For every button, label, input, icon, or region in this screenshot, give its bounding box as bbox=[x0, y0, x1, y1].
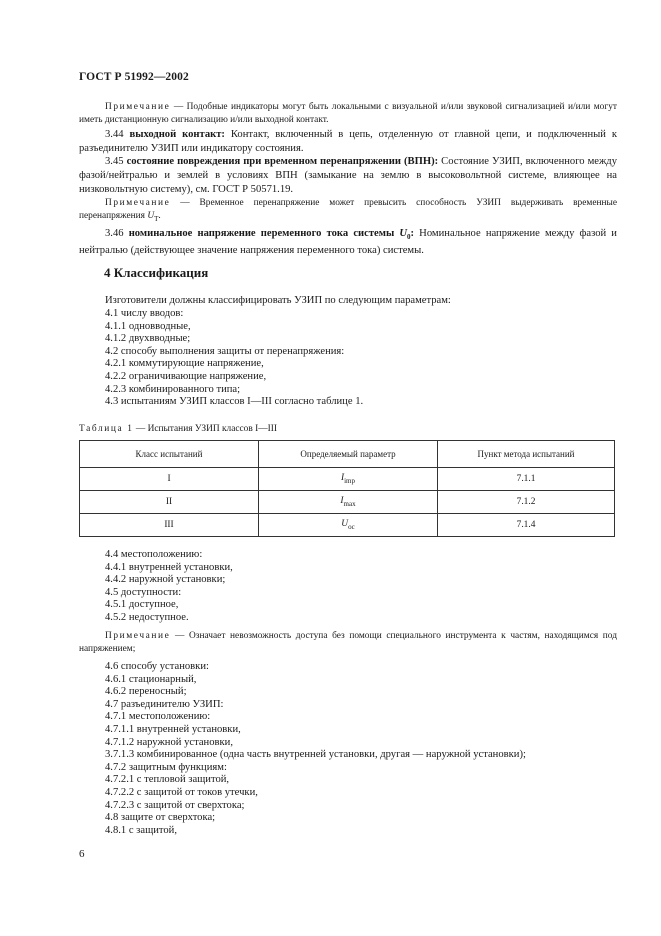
list-item: 4.4.1 внутренней установки, bbox=[105, 561, 233, 573]
table-cell-parameter bbox=[259, 514, 438, 537]
document-header: ГОСТ Р 51992—2002 bbox=[79, 71, 189, 83]
table-cell-class: I bbox=[80, 468, 259, 491]
test-classes-table bbox=[79, 440, 615, 537]
table-cell-method: 7.1.1 bbox=[438, 468, 615, 491]
list-item: 4.2 способу выполнения защиты от перенапряжения: bbox=[105, 345, 345, 357]
list-item: 4.7.1 местоположению: bbox=[105, 711, 211, 723]
page-number: 6 bbox=[79, 848, 85, 860]
list-item: 4.3 испытаниям УЗИП классов I—III согласно таблице 1. bbox=[105, 396, 364, 408]
note-label: Примечание bbox=[105, 198, 171, 208]
definition-number: 3.46 bbox=[105, 228, 124, 239]
list-item: 4.6 способу установки: bbox=[105, 661, 209, 672]
definition-3-46 bbox=[79, 227, 617, 258]
classification-list-2 bbox=[105, 549, 233, 625]
table-row bbox=[80, 514, 615, 537]
list-item: 4.1 числу вводов: bbox=[105, 308, 184, 319]
definition-3-45 bbox=[79, 155, 617, 197]
note-temporary-overvoltage bbox=[79, 197, 617, 226]
list-item: 4.1.1 одновводные, bbox=[105, 320, 191, 332]
table-row bbox=[80, 468, 615, 491]
list-item: 4.5.1 доступное, bbox=[105, 599, 179, 611]
list-item: 4.5 доступности: bbox=[105, 586, 182, 598]
parameter-symbol: I bbox=[340, 496, 344, 507]
definition-3-44 bbox=[79, 128, 617, 156]
classification-list-1 bbox=[105, 308, 363, 409]
symbol: U bbox=[399, 228, 408, 239]
list-item: 4.2.1 коммутирующие напряжение, bbox=[105, 358, 264, 370]
term-colon: : bbox=[410, 228, 415, 239]
definition-term: номинальное напряжение переменного тока системы bbox=[128, 228, 400, 239]
list-item: 4.7.2.2 с защитой от токов утечки, bbox=[105, 786, 258, 798]
definition-number: 3.45 bbox=[105, 156, 124, 167]
list-item: 4.2.2 ограничивающие напряжение, bbox=[105, 370, 267, 382]
definition-term: состояние повреждения при временном перенапряжении (ВПН): bbox=[126, 156, 439, 167]
list-item: 4.7.2.3 с защитой от сверхтока; bbox=[105, 799, 245, 811]
list-item: 4.7 разъединителю УЗИП: bbox=[105, 698, 224, 710]
table-caption-text: — Испытания УЗИП классов I—III bbox=[133, 424, 278, 434]
symbol-subscript: 0 bbox=[407, 233, 411, 242]
table-cell-class: III bbox=[80, 514, 259, 537]
symbol: U bbox=[147, 211, 155, 221]
list-item: 4.8.1 с защитой, bbox=[105, 824, 178, 836]
note-accessibility bbox=[79, 630, 617, 656]
table-cell-parameter bbox=[259, 468, 438, 491]
classification-list-3 bbox=[105, 661, 526, 837]
list-item: 4.1.2 двухвводные; bbox=[105, 333, 191, 345]
note-text: — Временное перенапряжение может превысить способность УЗИП выдерживать временные перенапряжения bbox=[79, 198, 617, 221]
parameter-symbol: I bbox=[340, 473, 345, 484]
classification-intro: Изготовители должны классифицировать УЗИП по следующим параметрам: bbox=[105, 295, 451, 306]
parameter-symbol: U bbox=[341, 519, 349, 530]
note-label: Примечание bbox=[105, 102, 171, 112]
note-label: Примечание bbox=[105, 631, 171, 641]
list-item: 4.6.1 стационарный, bbox=[105, 673, 197, 685]
symbol-subscript: T bbox=[154, 214, 159, 223]
table-cell-parameter bbox=[259, 491, 438, 514]
table-header-cell: Пункт метода испытаний bbox=[438, 441, 615, 468]
table-caption-label: Таблица 1 bbox=[79, 424, 134, 434]
list-item: 4.4 местоположению: bbox=[105, 549, 203, 560]
parameter-subscript: imp bbox=[344, 476, 355, 485]
table-header-row bbox=[80, 441, 615, 468]
list-item: 4.6.2 переносный; bbox=[105, 686, 187, 698]
list-item: 4.2.3 комбинированного типа; bbox=[105, 383, 241, 395]
table-cell-method: 7.1.2 bbox=[438, 491, 615, 514]
table-header-cell: Класс испытаний bbox=[80, 441, 259, 468]
list-item: 4.7.2 защитным функциям: bbox=[105, 761, 227, 773]
table-cell-method: 7.1.4 bbox=[438, 514, 615, 537]
definition-text: Номинальное напряжение между фазой и нейтралью (действующее значение напряжения переменного тока) системы. bbox=[79, 228, 617, 257]
definition-text: Контакт, включенный в цепь, отделенную от главной цепи, и подключенный к разъединителю УЗИП или индикатору состояния. bbox=[79, 129, 617, 154]
definition-term: выходной контакт: bbox=[129, 129, 225, 140]
list-item: 4.5.2 недоступное. bbox=[105, 611, 189, 623]
list-item: 4.4.2 наружной установки; bbox=[105, 574, 226, 586]
list-item: 4.7.2.1 с тепловой защитой, bbox=[105, 774, 230, 786]
list-item: 4.7.1.1 внутренней установки, bbox=[105, 723, 241, 735]
parameter-subscript: max bbox=[343, 499, 356, 508]
note-indicators bbox=[79, 101, 617, 127]
table-row bbox=[80, 491, 615, 514]
note-text: — Подобные индикаторы могут быть локальными с визуальной и/или звуковой сигнализацией и/или могут иметь дистанционную сигнализацию и/или выходной контакт. bbox=[79, 102, 617, 125]
definition-number: 3.44 bbox=[105, 129, 124, 140]
list-item: 3.7.1.3 комбинированное (одна часть внутренней установки, другая — наружной установки); bbox=[105, 749, 526, 761]
definition-text: Состояние УЗИП, включенного между фазой/нейтралью и землей в условиях ВПН (замыкание на землю в высоковольтной системе, влияющее на низковольтную систему), см. ГОСТ Р 50571.19. bbox=[79, 156, 617, 195]
table-header-cell: Определяемый параметр bbox=[259, 441, 438, 468]
note-text: — Означает невозможность доступа без помощи специального инструмента к частям, находящимся под напряжением; bbox=[79, 631, 617, 654]
table-cell-class: II bbox=[80, 491, 259, 514]
table-caption bbox=[79, 424, 277, 434]
section-heading: 4 Классификация bbox=[104, 265, 209, 280]
list-item: 4.8 защите от сверхтока; bbox=[105, 812, 216, 824]
note-end: . bbox=[158, 211, 161, 221]
list-item: 4.7.1.2 наружной установки, bbox=[105, 736, 233, 748]
parameter-subscript: oc bbox=[348, 522, 355, 531]
